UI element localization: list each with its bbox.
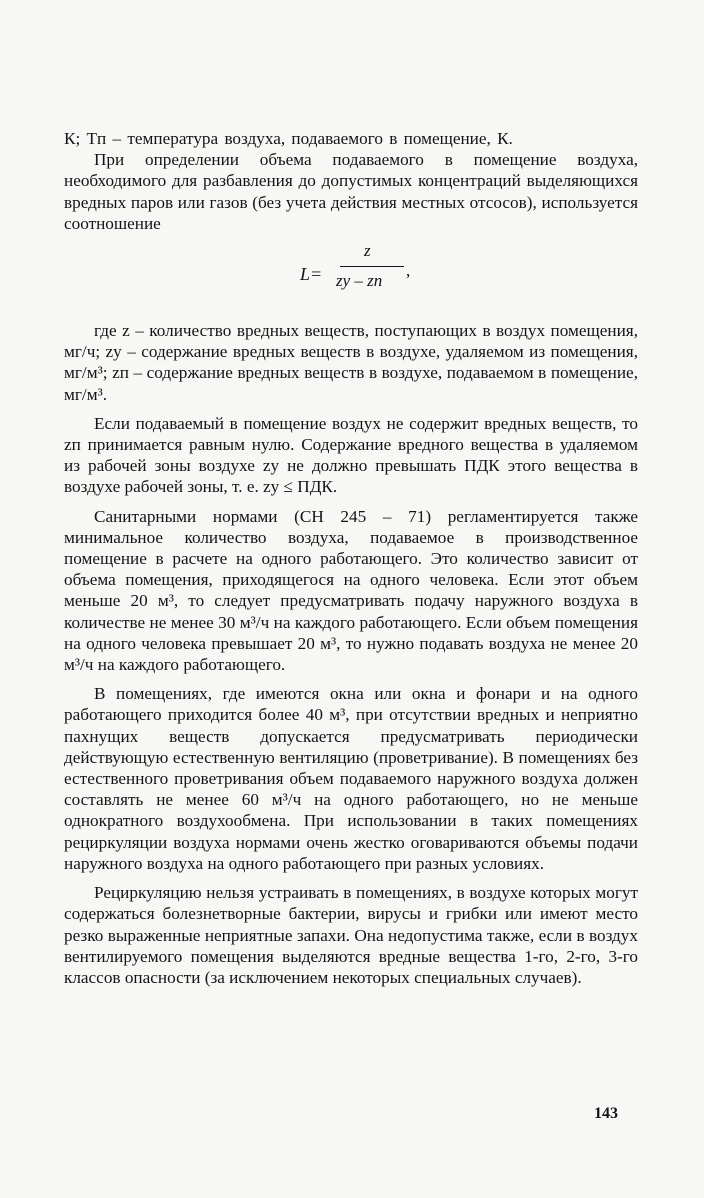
formula (64, 234, 638, 320)
formula-lhs: L= (300, 264, 323, 285)
formula-numerator: z (364, 241, 371, 261)
paragraph-5: В помещениях, где имеются окна или окна и фонари и на одного работающего приходится более 40 м³, при отсутствии вредных и неприятно пахнущих веществ допускается предусматривать периодически действующую естественную вентиляцию (проветривание). В помещениях без естественного проветривания объем подаваемого наружного воздуха должен составлять не менее 60 м³/ч на одного работающего, но не меньше однократного воздухообмена. При использовании в таких помещениях рециркуляции воздуха нормами очень жестко оговариваются объемы подачи наружного воздуха на одного работающего при разных условиях. (64, 684, 638, 873)
paragraph-2: где z – количество вредных веществ, поступающих в воздух помещения, мг/ч; zу – содержание вредных веществ в воздухе, удаляемом из помещения, мг/м³; zп – содержание вредных веществ в воздухе, подаваемом в помещение, мг/м³. (64, 321, 638, 404)
fraction-bar (340, 266, 404, 267)
page-number: 143 (594, 1105, 618, 1122)
page-body (64, 128, 638, 988)
formula-denominator: zу – zп (336, 271, 383, 291)
paragraph-3: Если подаваемый в помещение воздух не содержит вредных веществ, то zп принимается равным нулю. Содержание вредного вещества в удаляемом из рабочей зоны воздухе zу не должно превышать ПДК этого вещества в воздухе рабочей зоны, т. е. zу ≤ ПДК. (64, 413, 638, 497)
formula-comma: , (406, 261, 411, 281)
paragraph-1: При определении объема подаваемого в помещение воздуха, необходимого для разбавления до допустимых концентраций выделяющихся вредных паров или газов (без учета действия местных отсосов), используется соотношение (64, 150, 638, 233)
paragraph-4: Санитарными нормами (СН 245 – 71) регламентируется также минимальное количество воздуха, подаваемое в производственное помещение в расчете на одного работающего. Это количество зависит от объема помещения, приходящегося на одного человека. Если этот объем меньше 20 м³, то следует предусматривать подачу наружного воздуха в количестве не менее 30 м³/ч на каждого работающего. Если объем помещения на одного человека превышает 20 м³, то нужно подавать воздуха не менее 20 м³/ч на каждого работающего. (64, 506, 638, 675)
continuation-line: К; Tп – температура воздуха, подаваемого в помещение, К. (64, 129, 513, 148)
paragraph-6: Рециркуляцию нельзя устраивать в помещениях, в воздухе которых могут содержаться болезнетворные бактерии, вирусы и грибки или имеют место резко выраженные неприятные запахи. Она недопустима также, если в воздух вентилируемого помещения выделяются вредные вещества 1-го, 2-го, 3-го классов опасности (за исключением некоторых специальных случаев). (64, 883, 638, 987)
